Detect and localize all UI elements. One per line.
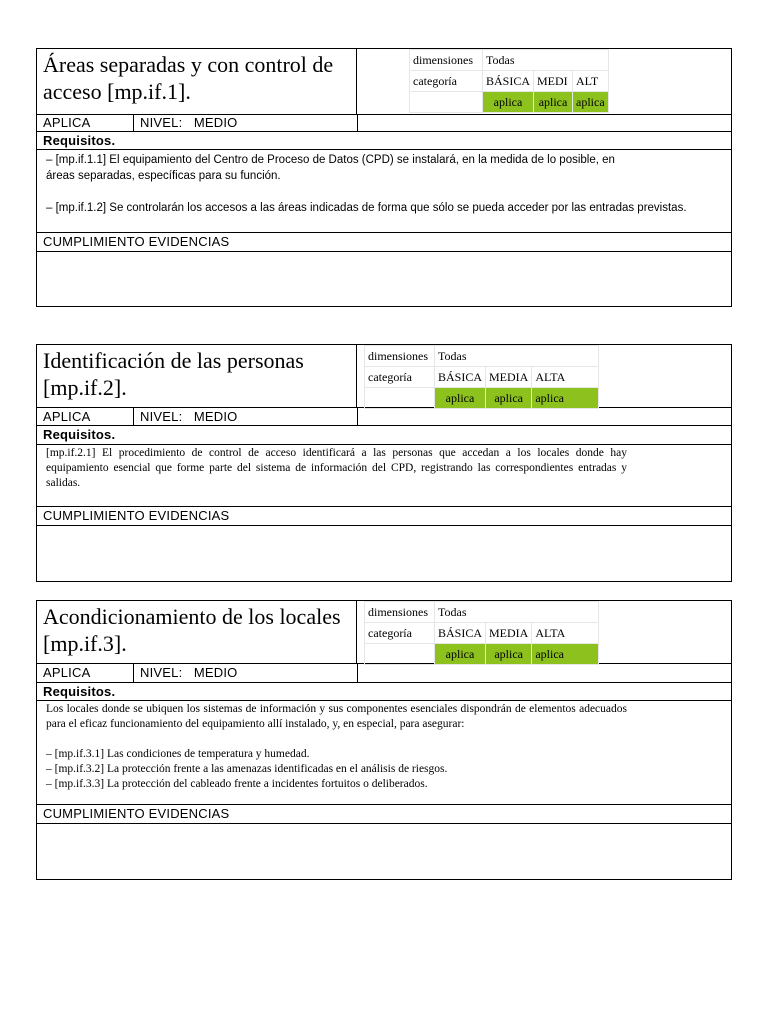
aplica-label: APLICA <box>43 115 91 130</box>
dimensiones-value: Todas <box>483 50 609 71</box>
card-header <box>37 601 731 664</box>
evidence-area[interactable] <box>37 526 731 581</box>
dimensiones-label: dimensiones <box>365 602 435 623</box>
nivel-label: NIVEL: <box>140 409 183 424</box>
evidence-area[interactable] <box>37 824 731 879</box>
nivel-value: MEDIO <box>193 115 238 130</box>
card-title: Acondicionamiento de los locales [mp.if.3]. <box>37 601 357 663</box>
aplica-basica: aplica <box>435 388 486 409</box>
cumplimiento-header <box>37 805 731 824</box>
aplica-label: APLICA <box>43 665 91 680</box>
nivel-label: NIVEL: <box>140 665 183 680</box>
category-basica: BÁSICA <box>483 71 534 92</box>
empty-cell <box>365 388 435 409</box>
requirement-item: – [mp.if.3.1] Las condiciones de temperatura y humedad. <box>46 748 310 760</box>
categoria-label: categoría <box>365 367 435 388</box>
aplica-alta: aplica <box>532 644 599 665</box>
card-header <box>37 345 731 408</box>
control-card-mp-if-3 <box>36 600 732 880</box>
aplica-row <box>37 664 731 683</box>
divider <box>357 664 358 683</box>
nivel-value: MEDIO <box>193 409 238 424</box>
category-alta: ALTA <box>532 623 599 644</box>
cumplimiento-header <box>37 507 731 526</box>
dimensiones-value: Todas <box>435 346 599 367</box>
requisitos-header <box>37 683 731 701</box>
divider <box>357 408 358 426</box>
aplica-media: aplica <box>486 388 532 409</box>
requisitos-header <box>37 132 731 150</box>
empty-cell <box>410 92 483 113</box>
card-title: Identificación de las personas [mp.if.2]. <box>37 345 357 407</box>
divider <box>357 115 358 132</box>
category-media: MEDIA <box>486 623 532 644</box>
aplica-alta: aplica <box>573 92 609 113</box>
control-card-mp-if-2 <box>36 344 732 582</box>
category-media: MEDI <box>534 71 573 92</box>
cumplimiento-header <box>37 233 731 252</box>
nivel-cell <box>133 408 237 426</box>
dimensiones-label: dimensiones <box>410 50 483 71</box>
requisitos-body <box>37 701 731 805</box>
cumplimiento-label: CUMPLIMIENTO EVIDENCIAS <box>43 806 230 821</box>
aplica-row <box>37 408 731 426</box>
requirement-item: – [mp.if.1.2] Se controlarán los accesos a las áreas indicadas de forma que sólo se pueda acceder por las entradas previstas. <box>46 202 687 214</box>
requirement-item: [mp.if.2.1] El procedimiento de control de acceso identificará a las personas que accedan a los locales donde hay equipamiento esencial que forme parte del sistema de información del CPD, registrando las correspondientes entradas y salidas. <box>46 447 627 489</box>
category-basica: BÁSICA <box>435 623 486 644</box>
dimensions-table <box>409 49 609 113</box>
dimensiones-label: dimensiones <box>365 346 435 367</box>
aplica-basica: aplica <box>483 92 534 113</box>
category-media: MEDIA <box>486 367 532 388</box>
aplica-label: APLICA <box>43 409 91 424</box>
categoria-label: categoría <box>365 623 435 644</box>
requirement-item: – [mp.if.1.1] El equipamiento del Centro de Proceso de Datos (CPD) se instalará, en la medida de lo posible, en áreas separadas, específicas para su función. <box>46 154 615 182</box>
aplica-media: aplica <box>534 92 573 113</box>
aplica-media: aplica <box>486 644 532 665</box>
category-alta: ALT <box>573 71 609 92</box>
requirement-intro: Los locales donde se ubiquen los sistemas de información y sus componentes esenciales dispondrán de elementos adecuados para el eficaz funcionamiento del equipamiento allí instalado, y, en especial, para asegurar: <box>46 703 627 730</box>
requisitos-body <box>37 150 731 233</box>
cumplimiento-label: CUMPLIMIENTO EVIDENCIAS <box>43 234 230 249</box>
requisitos-label: Requisitos. <box>43 427 116 442</box>
control-card-mp-if-1 <box>36 48 732 307</box>
evidence-area[interactable] <box>37 252 731 306</box>
cumplimiento-label: CUMPLIMIENTO EVIDENCIAS <box>43 508 230 523</box>
aplica-row <box>37 115 731 132</box>
nivel-cell <box>133 664 237 683</box>
category-alta: ALTA <box>532 367 599 388</box>
requirement-item: – [mp.if.3.2] La protección frente a las amenazas identificadas en el análisis de riesgos. <box>46 763 448 775</box>
aplica-basica: aplica <box>435 644 486 665</box>
requirement-item: – [mp.if.3.3] La protección del cableado frente a incidentes fortuitos o deliberados. <box>46 778 428 790</box>
requisitos-label: Requisitos. <box>43 133 116 148</box>
aplica-alta: aplica <box>532 388 599 409</box>
dimensions-table <box>364 601 599 665</box>
requisitos-header <box>37 426 731 445</box>
dimensions-table <box>364 345 599 409</box>
nivel-label: NIVEL: <box>140 115 183 130</box>
requisitos-label: Requisitos. <box>43 684 116 699</box>
dimensiones-value: Todas <box>435 602 599 623</box>
empty-cell <box>365 644 435 665</box>
category-basica: BÁSICA <box>435 367 486 388</box>
card-title: Áreas separadas y con control de acceso [mp.if.1]. <box>37 49 357 114</box>
requisitos-body <box>37 445 731 507</box>
nivel-value: MEDIO <box>193 665 238 680</box>
card-header <box>37 49 731 115</box>
nivel-cell <box>133 115 237 132</box>
categoria-label: categoría <box>410 71 483 92</box>
